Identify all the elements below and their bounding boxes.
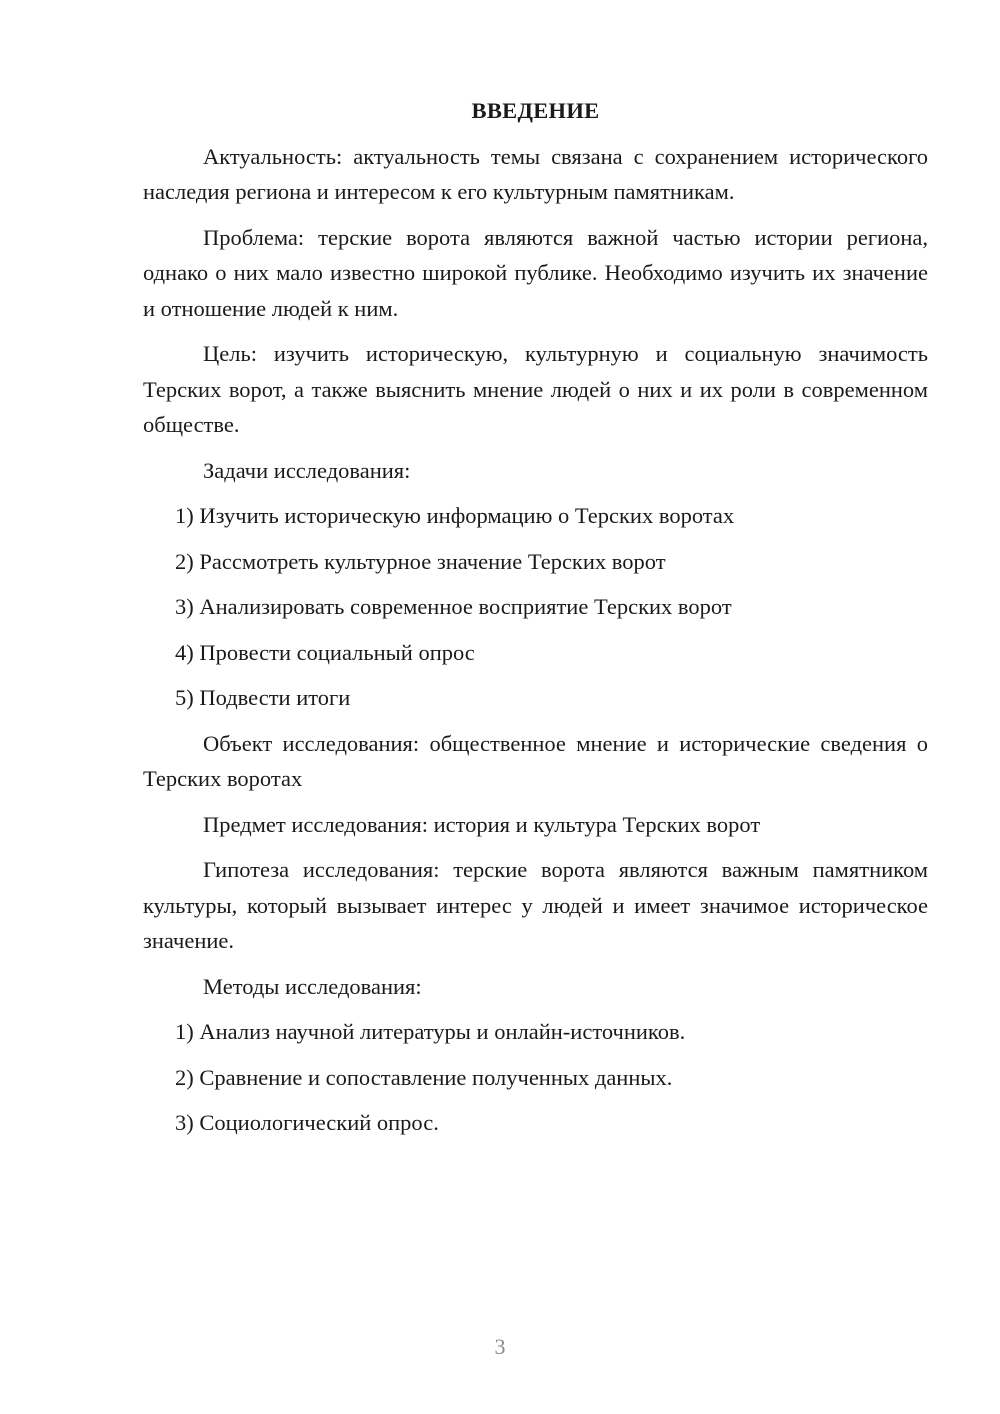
tasks-list bbox=[143, 498, 928, 716]
method-item: 1) Анализ научной литературы и онлайн-источников. bbox=[175, 1019, 686, 1044]
problem-paragraph: Проблема: терские ворота являются важной частью истории региона, однако о них мало известно широкой публике. Необходимо изучить их значение и отношение людей к ним. bbox=[143, 224, 928, 321]
task-item: 3) Анализировать современное восприятие Терских ворот bbox=[175, 594, 732, 619]
object-paragraph: Объект исследования: общественное мнение и исторические сведения о Терских воротах bbox=[143, 730, 928, 791]
page-number: 3 bbox=[494, 1334, 506, 1359]
subject-paragraph: Предмет исследования: история и культура Терских ворот bbox=[203, 811, 761, 837]
methods-heading: Методы исследования: bbox=[203, 973, 422, 999]
page-content bbox=[143, 93, 928, 1151]
methods-list bbox=[143, 1014, 928, 1141]
task-item: 5) Подвести итоги bbox=[175, 685, 351, 710]
section-title: ВВЕДЕНИЕ bbox=[471, 98, 600, 123]
goal-paragraph: Цель: изучить историческую, культурную и социальную значимость Терских ворот, а также выяснить мнение людей о них и их роли в современном обществе. bbox=[143, 341, 928, 437]
method-item: 3) Социологический опрос. bbox=[175, 1110, 439, 1135]
task-item: 1) Изучить историческую информацию о Терских воротах bbox=[175, 503, 735, 528]
task-item: 2) Рассмотреть культурное значение Терских ворот bbox=[175, 548, 666, 574]
relevance-paragraph: Актуальность: актуальность темы связана с сохранением исторического наследия региона и интересом к его культурным памятникам. bbox=[143, 143, 928, 204]
hypothesis-paragraph: Гипотеза исследования: терские ворота являются важным памятником культуры, который вызывает интерес у людей и имеет значимое историческое значение. bbox=[143, 857, 928, 953]
tasks-heading: Задачи исследования: bbox=[203, 457, 411, 483]
method-item: 2) Сравнение и сопоставление полученных данных. bbox=[175, 1064, 673, 1090]
task-item: 4) Провести социальный опрос bbox=[175, 639, 475, 665]
